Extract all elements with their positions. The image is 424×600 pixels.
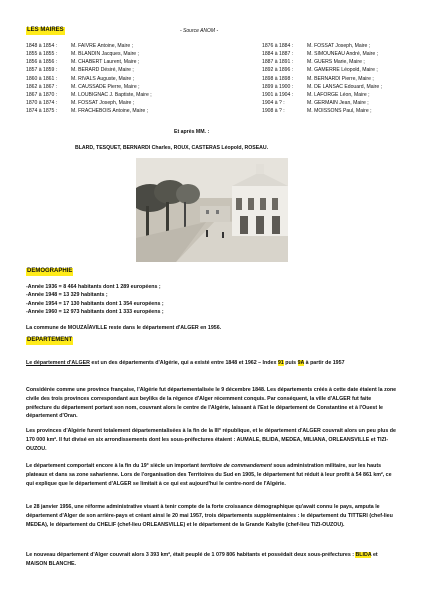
- mayor-row: [26, 91, 152, 99]
- mayor-dates: 1908 à ? :: [262, 108, 285, 115]
- mayor-dates: 1857 à 1859 :: [26, 67, 58, 74]
- after-label: Et après MM. :: [174, 129, 210, 135]
- demographie-heading: [26, 268, 73, 276]
- mayor-dates: 1867 à 1870 :: [26, 92, 58, 99]
- mayor-dates: 1904 à ? :: [262, 100, 285, 107]
- population-1948: -Année 1948 = 13 329 habitants ;: [26, 292, 108, 299]
- mayor-name: M. FRACHEBOIS Antoine, Maire ;: [71, 108, 148, 115]
- mayor-name: M. FAIVRE Antoine, Maire ;: [71, 42, 133, 49]
- mayor-name: M. GUERS Marie, Maire ;: [307, 59, 365, 66]
- mayors-left-list: [26, 42, 152, 116]
- commune-note: La commune de MOUZAÏAVILLE reste dans le département d'ALGER en 1956.: [26, 325, 222, 331]
- mayor-dates: 1848 à 1854 :: [26, 42, 58, 49]
- departement-paragraph-6: [26, 551, 398, 569]
- mayor-name: M. LAFORGE Léon, Maire ;: [307, 92, 370, 99]
- mayor-name: M. FOSSAT Joseph, Maire ;: [71, 100, 135, 107]
- population-list: [26, 283, 164, 317]
- mayor-dates: 1884 à 1887 :: [262, 51, 294, 58]
- p4-start: Le département comportait encore à la fin du 19° siècle un important: [26, 463, 201, 469]
- population-1936: -Année 1936 = 8 464 habitants dont 1 289 européens ;: [26, 284, 161, 290]
- mayor-name: M. MOISSONS Paul, Maire ;: [307, 108, 372, 115]
- population-1960: -Année 1960 = 12 973 habitants dont 1 333 européens ;: [26, 309, 164, 316]
- mayor-row: [262, 50, 382, 58]
- index-9a: 9A: [297, 360, 305, 366]
- population-1954: -Année 1954 = 17 130 habitants dont 1 354 européens ;: [26, 300, 164, 307]
- mayor-dates: 1892 à 1896 :: [262, 67, 294, 74]
- mayor-name: M. SIMOUNEAU André, Maire ;: [307, 51, 379, 58]
- mayor-row: [262, 99, 382, 107]
- after-names: BLARD, TESQUET, BERNARDI Charles, ROUX, CASTERAS Léopold, ROSEAU.: [75, 145, 269, 151]
- mayor-row: [262, 108, 382, 116]
- intro-puis: puis: [283, 360, 298, 366]
- mayor-row: [262, 83, 382, 91]
- mayor-dates: 1855 à 1855 :: [26, 51, 58, 58]
- intro-end: à partir de 1957: [304, 360, 345, 366]
- mayor-row: [26, 50, 152, 58]
- demographie-title: DEMOGRAPHIE: [27, 268, 73, 274]
- index-91: 91: [277, 360, 284, 366]
- mayor-dates: 1856 à 1856 :: [26, 59, 58, 66]
- mayor-name: M. LOUBIGNAC J. Baptiste, Maire ;: [71, 92, 152, 99]
- mayor-dates: 1870 à 1874 :: [26, 100, 58, 107]
- departement-paragraph-3: Les provinces d'Algérie furent totalement départementalisées à la fin de la III° république, et le département d'ALGER couvrait alors un peu plus de 170 000 km². Il fut divisé en six arrondissements dont les sous-préfectures étaient : AUMALE, BLIDA, MEDEA, MILIANA, ORLEANSVILLE et TIZI-OUZOU.: [26, 428, 396, 452]
- mayor-row: [262, 75, 382, 83]
- mayor-dates: 1862 à 1867 :: [26, 83, 58, 90]
- mayor-row: [26, 58, 152, 66]
- p4-italic: territoire de commandement: [200, 463, 272, 469]
- mayor-dates: 1899 à 1900 :: [262, 83, 294, 90]
- mayor-name: M. DE LANSAC Edouard, Maire ;: [307, 83, 383, 90]
- mayor-dates: 1860 à 1861 :: [26, 75, 58, 82]
- p6-start: Le nouveau département d'Alger couvrait alors 3 393 km², était peuplé de 1 079 806 habitants et possédait deux sous-préfectures :: [26, 552, 356, 558]
- mayor-row: [262, 42, 382, 50]
- mayors-right-list: [262, 42, 382, 116]
- mayor-name: M. RIVALS Auguste, Maire ;: [71, 75, 135, 82]
- mayor-dates: 1876 à 1884 :: [262, 42, 294, 49]
- p4-end: sous administration militaire, sur les hauts plateaux et dans sa zone saharienne. Lors de l'organisation des Territoires du Sud en 1905, le département fut réduit à leur profit à 54 861 km², ce qui explique que le département d'ALGER se limitait à ce qui est aujourd'hui le centre-nord de l'Algérie.: [26, 463, 392, 487]
- mayor-name: M. BERARD Désiré, Maire ;: [71, 67, 134, 74]
- mayor-name: M. CAUSSADE Pierre, Maire ;: [71, 83, 140, 90]
- departement-title: DEPARTEMENT: [27, 337, 73, 343]
- mayor-row: [26, 42, 152, 50]
- intro-text: est un des départements d'Algérie, qui a existé entre 1848 et 1962 – Index: [89, 360, 278, 366]
- mayor-row: [262, 67, 382, 75]
- mayor-dates: 1898 à 1898 :: [262, 75, 294, 82]
- mayor-row: [26, 99, 152, 107]
- maires-title: LES MAIRES: [27, 27, 64, 33]
- maires-heading: [26, 27, 65, 35]
- departement-intro: [26, 359, 398, 368]
- mayor-name: M. GERMAIN Jean, Maire ;: [307, 100, 369, 107]
- departement-paragraph-4: [26, 462, 398, 488]
- mayor-name: M. BERNARDI Pierre, Maire ;: [307, 75, 374, 82]
- blida-highlight: BLIDA: [355, 552, 372, 558]
- mayor-dates: 1887 à 1891 :: [262, 59, 294, 66]
- mayor-name: M. FOSSAT Joseph, Maire ;: [307, 42, 371, 49]
- departement-name: Le département d'ALGER: [26, 360, 90, 366]
- mayor-name: M. GAMERRE Léopold, Maire ;: [307, 67, 378, 74]
- departement-paragraph-5: Le 28 janvier 1956, une réforme administrative visant à tenir compte de la forte croissance démographique qu'avait connu le pays, amputa le département d'Alger de son arrière-pays et créant ainsi le 20 mai 1957, trois départements supplémentaires : le département du TITTERI (chef-lieu MEDEA), le département du CHELIF (chef-lieu ORLEANSVILLE) et le département de la Grande Kabylie (chef-lieu TIZI-OUZOU).: [26, 504, 393, 528]
- departement-heading: [26, 337, 73, 345]
- mayor-name: M. BLANDIN Jacques, Maire ;: [71, 51, 139, 58]
- mayor-dates: 1874 à 1875 :: [26, 108, 58, 115]
- source-note: - Source ANOM -: [180, 28, 219, 34]
- mayor-row: [26, 108, 152, 116]
- mayor-row: [26, 67, 152, 75]
- mayor-row: [26, 75, 152, 83]
- departement-paragraph-2: Considérée comme une province française, l'Algérie fut départementalisée le 9 décembre 1848. Les départements créés à cette date étaient la zone civile des trois provinces correspondant aux beyliks de la régence d'Alger récemment conquis. Par conséquent, la ville d'ALGER fut faite préfecture du département portant son nom, couvrant alors le centre de l'Algérie, laissant à l'Est le département de Constantine et à l'Ouest le département d'Oran.: [26, 387, 397, 420]
- town-street-photo: [136, 158, 288, 262]
- mayor-dates: 1901 à 1904 :: [262, 92, 294, 99]
- mayor-name: M. CHABERT Laurent, Maire ;: [71, 59, 140, 66]
- mayor-row: [26, 83, 152, 91]
- mayor-row: [262, 91, 382, 99]
- mayor-row: [262, 58, 382, 66]
- p6-end: et MAISON BLANCHE.: [26, 552, 378, 567]
